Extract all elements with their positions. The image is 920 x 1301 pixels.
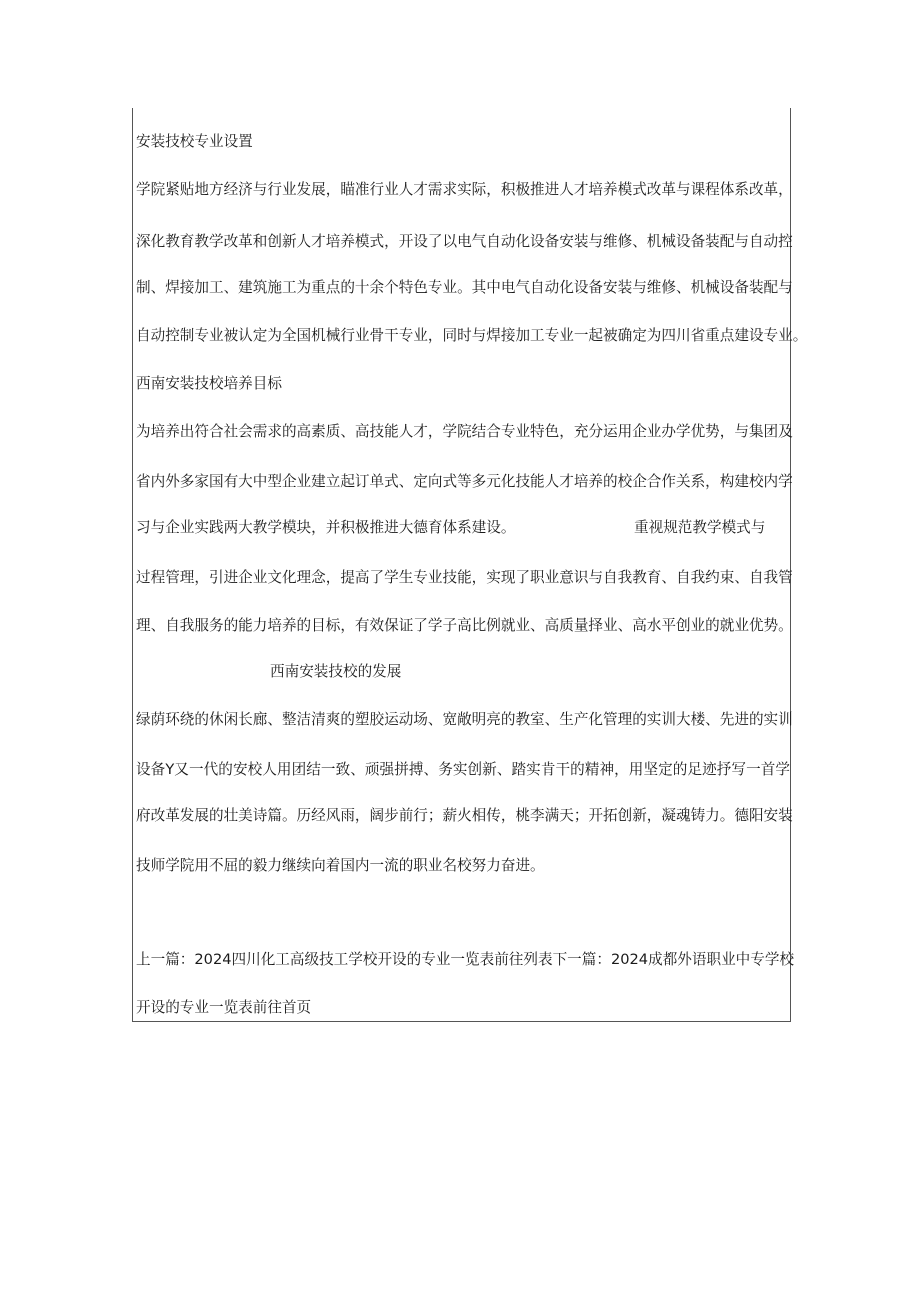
goals-paragraph-line: 习与企业实践两大教学模块，并积极推进大德育体系建设。 [136,519,516,536]
majors-paragraph-line: 深化教育教学改革和创新人才培养模式，开设了以电气自动化设备安装与维修、机械设备装配与自动控 [136,233,793,250]
development-paragraph-line: 技师学院用不屈的毅力继续向着国内一流的职业名校努力奋进。 [136,857,545,874]
development-paragraph-line: 设备Y又一代的安校人用团结一致、顽强拼搏、务实创新、踏实肯干的精神，用坚定的足迹抒写一首学 [136,761,790,778]
goals-paragraph-line: 过程管理，引进企业文化理念，提高了学生专业技能，实现了职业意识与自我教育、自我约束、自我管 [136,569,793,586]
prev-next-nav-links[interactable]: 上一篇：2024四川化工高级技工学校开设的专业一览表前往列表下一篇：2024成都外语职业中专学校 [136,951,795,968]
development-title: 西南安装技校的发展 [270,663,402,680]
goals-title: 西南安装技校培养目标 [136,375,282,392]
goals-paragraph-line: 省内外多家国有大中型企业建立起订单式、定向式等多元化技能人才培养的校企合作关系，构建校内学 [136,473,793,490]
development-paragraph-line: 府改革发展的壮美诗篇。历经风雨，阔步前行；薪火相传，桃李满天；开拓创新，凝魂铸力。德阳安装 [136,807,793,824]
majors-title: 安装技校专业设置 [136,133,253,150]
majors-paragraph-line: 学院紧贴地方经济与行业发展，瞄准行业人才需求实际，积极推进人才培养模式改革与课程体系改革， [136,181,793,198]
home-nav-link[interactable]: 开设的专业一览表前往首页 [136,999,312,1016]
goals-paragraph-line: 重视规范教学模式与 [634,519,766,536]
development-paragraph-line: 绿荫环绕的休闲长廊、整洁清爽的塑胶运动场、宽敞明亮的教室、生产化管理的实训大楼、先进的实训 [136,711,793,728]
goals-paragraph-line: 理、自我服务的能力培养的目标，有效保证了学子高比例就业、高质量择业、高水平创业的就业优势。 [136,617,793,634]
goals-paragraph-line: 为培养出符合社会需求的高素质、高技能人才，学院结合专业特色，充分运用企业办学优势，与集团及 [136,423,793,440]
majors-paragraph-line: 制、焊接加工、建筑施工为重点的十余个特色专业。其中电气自动化设备安装与维修、机械设备装配与 [136,279,793,296]
majors-paragraph-line: 自动控制专业被认定为全国机械行业骨干专业，同时与焊接加工专业一起被确定为四川省重点建设专业。 [136,327,808,344]
